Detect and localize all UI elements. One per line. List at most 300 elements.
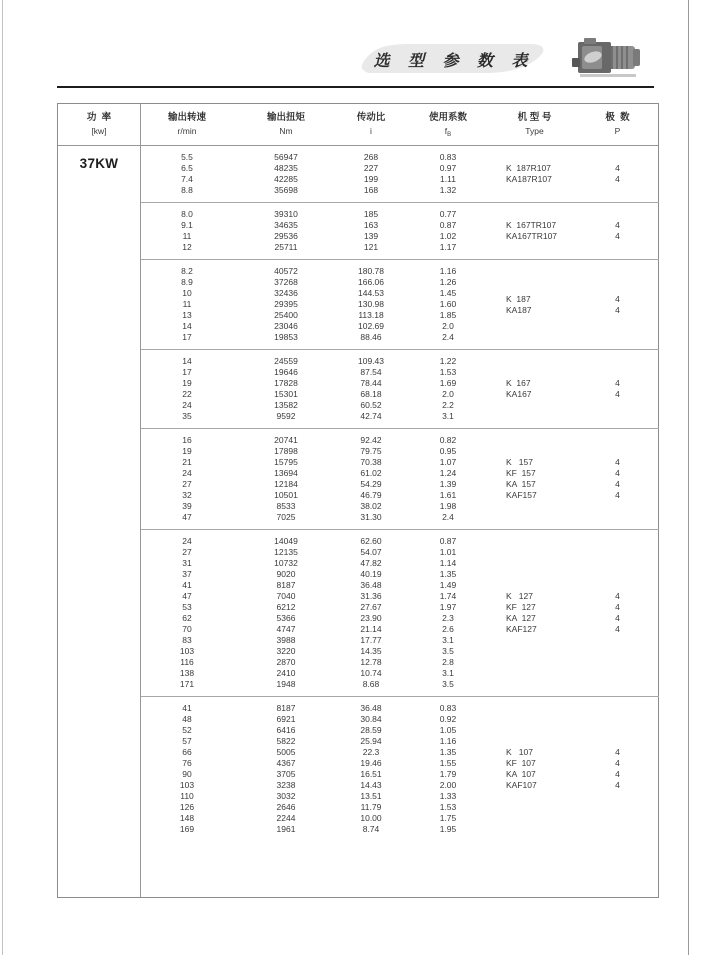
speed-cell: 17 (182, 332, 192, 342)
ratio-cell: 22.3 (362, 747, 380, 757)
torque-cell: 56947 (274, 152, 298, 162)
ratio-group-7 (141, 696, 659, 841)
model-row (493, 624, 659, 635)
ratio-cell: 31.36 (360, 591, 382, 601)
torque-cell: 17898 (274, 446, 298, 456)
speed-cell: 103 (179, 780, 195, 790)
speed-cell: 8.0 (181, 209, 193, 219)
ratio-cell: 144.53 (358, 288, 384, 298)
ratio-cell: 139 (363, 231, 379, 241)
torque-cell: 19853 (274, 332, 298, 342)
torque-cell: 15301 (274, 389, 298, 399)
speed-cell: 8.9 (181, 277, 193, 287)
speed-cell: 76 (182, 758, 192, 768)
torque-cell: 3705 (276, 769, 296, 779)
speed-cell: 24 (182, 400, 192, 410)
ratio-cell: 12.78 (360, 657, 382, 667)
ratio-cell: 47.82 (360, 558, 382, 568)
ratio-cell: 25.94 (360, 736, 382, 746)
column-header-poles: 极 数 P (605, 112, 630, 136)
speed-cell: 169 (179, 824, 195, 834)
factor-cell: 1.61 (439, 490, 457, 500)
factor-cell: 1.17 (439, 242, 457, 252)
model-type-value: KAF127 (506, 624, 537, 634)
poles-value: 4 (615, 231, 620, 241)
ratio-cell: 113.18 (358, 310, 384, 320)
ratio-cell: 163 (363, 220, 379, 230)
torque-cell: 37268 (274, 277, 298, 287)
factor-cell: 0.83 (439, 152, 457, 162)
factor-cell: 0.97 (439, 163, 457, 173)
speed-cell: 37 (182, 569, 192, 579)
model-row (493, 378, 659, 389)
factor-cell: 2.8 (442, 657, 454, 667)
ratio-group-3 (141, 259, 659, 349)
ratio-cell: 79.75 (360, 446, 382, 456)
poles-value: 4 (615, 602, 620, 612)
ratio-cell: 40.19 (360, 569, 382, 579)
speed-cell: 11 (182, 299, 192, 309)
speed-cell: 7.4 (181, 174, 193, 184)
model-type-value: K 167TR107 (506, 220, 557, 230)
torque-cell: 3238 (276, 780, 296, 790)
model-type-value: KAF107 (506, 780, 537, 790)
factor-cell: 3.1 (442, 668, 454, 678)
factor-cell: 3.5 (442, 679, 454, 689)
model-type-value: KA187 (506, 304, 532, 315)
model-row (493, 294, 659, 305)
ratio-cell: 17.77 (360, 635, 382, 645)
torque-cell: 35698 (274, 185, 298, 195)
torque-cell: 40572 (274, 266, 298, 276)
model-type-value: KA 107 (506, 769, 536, 779)
ratio-cell: 109.43 (358, 356, 384, 366)
torque-cell: 15795 (274, 457, 298, 467)
factor-cell: 0.82 (439, 435, 457, 445)
speed-cell: 31 (182, 558, 192, 568)
factor-cell: 0.87 (439, 220, 457, 230)
torque-cell: 32436 (274, 288, 298, 298)
poles-value: 4 (615, 780, 620, 790)
factor-cell: 2.00 (439, 780, 457, 790)
torque-cell: 39310 (274, 209, 298, 219)
speed-cell: 21 (182, 457, 192, 467)
factor-cell: 1.95 (439, 824, 457, 834)
poles-value: 4 (615, 591, 620, 601)
factor-cell: 2.4 (442, 332, 454, 342)
speed-cell: 126 (179, 802, 195, 812)
model-row (493, 747, 659, 758)
ratio-cell: 38.02 (360, 501, 382, 511)
ratio-cell: 31.30 (360, 512, 382, 522)
torque-cell: 25400 (274, 310, 298, 320)
ratio-cell: 180.78 (358, 266, 384, 276)
model-type-value: KF 107 (506, 758, 536, 768)
speed-cell: 53 (182, 602, 192, 612)
factor-cell: 1.32 (439, 185, 457, 195)
factor-subscript: B (447, 132, 452, 138)
factor-cell: 1.39 (439, 479, 457, 489)
factor-cell: 1.79 (439, 769, 457, 779)
ratio-group-6 (141, 529, 659, 696)
model-row (493, 163, 659, 174)
model-type-value: KAF157 (506, 490, 537, 500)
factor-cell: 1.75 (439, 813, 457, 823)
ratio-cell: 10.74 (360, 668, 382, 678)
factor-cell: 1.85 (439, 310, 457, 320)
model-block (493, 703, 659, 835)
speed-cell: 16 (182, 435, 192, 445)
poles-value: 4 (615, 457, 620, 467)
poles-value: 4 (615, 389, 620, 399)
torque-cell: 12135 (274, 547, 298, 557)
model-type-value: KA 127 (506, 613, 536, 623)
selection-parameter-table (57, 103, 659, 898)
torque-cell: 3988 (276, 635, 296, 645)
speed-cell: 14 (182, 321, 192, 331)
speed-cell: 70 (182, 624, 192, 634)
speed-cell: 66 (182, 747, 192, 757)
speed-cell: 148 (179, 813, 195, 823)
ratio-cell: 46.79 (360, 490, 382, 500)
ratio-cell: 78.44 (360, 378, 382, 388)
data-column-headers (141, 104, 659, 145)
column-header-type: 机 型 号 Type (517, 112, 552, 136)
torque-cell: 1961 (276, 824, 296, 834)
speed-cell: 6.5 (181, 163, 193, 173)
factor-cell: 2.0 (442, 389, 454, 399)
poles-value: 4 (615, 163, 620, 173)
model-row (493, 769, 659, 780)
torque-cell: 13582 (274, 400, 298, 410)
model-type-value: K 187R107 (506, 163, 551, 173)
ratio-cell: 121 (363, 242, 379, 252)
torque-cell: 7025 (276, 512, 296, 522)
ratio-cell: 11.79 (360, 802, 382, 812)
ratio-cell: 268 (363, 152, 379, 162)
speed-cell: 24 (182, 468, 192, 478)
factor-cell: 1.22 (439, 356, 457, 366)
speed-cell: 13 (182, 310, 192, 320)
ratio-cell: 62.60 (360, 536, 382, 546)
torque-cell: 6921 (276, 714, 296, 724)
poles-value: 4 (615, 479, 620, 489)
factor-cell: 1.97 (439, 602, 457, 612)
page-edge-left (2, 0, 3, 955)
torque-cell: 48235 (274, 163, 298, 173)
torque-cell: 9020 (276, 569, 296, 579)
speed-cell: 110 (180, 791, 194, 801)
model-row (493, 220, 659, 231)
torque-cell: 3220 (276, 646, 296, 656)
factor-cell: 1.24 (439, 468, 457, 478)
speed-cell: 10 (182, 288, 192, 298)
ratio-cell: 68.18 (360, 389, 382, 399)
ratio-cell: 166.06 (358, 277, 384, 287)
ratio-cell: 14.35 (360, 646, 382, 656)
torque-cell: 5822 (276, 736, 296, 746)
speed-cell: 27 (182, 479, 192, 489)
model-row (493, 758, 659, 769)
factor-cell: 0.83 (439, 703, 457, 713)
power-rating-value: 37KW (79, 156, 119, 171)
speed-cell: 83 (182, 635, 192, 645)
factor-cell: 0.77 (439, 209, 457, 219)
torque-cell: 2870 (276, 657, 296, 667)
poles-value: 4 (615, 747, 620, 757)
ratio-cell: 36.48 (360, 703, 382, 713)
page-edge-right (688, 0, 689, 955)
page-title: 选 型 参 数 表 (373, 53, 535, 70)
ratio-cell: 54.29 (360, 479, 382, 489)
torque-cell: 5005 (276, 747, 296, 757)
factor-cell: 1.53 (439, 367, 457, 377)
torque-cell: 42285 (274, 174, 298, 184)
speed-cell: 62 (182, 613, 192, 623)
speed-cell: 52 (182, 725, 192, 735)
model-row (493, 305, 659, 316)
model-block (493, 356, 659, 422)
ratio-cell: 10.00 (360, 813, 382, 823)
model-row (493, 231, 659, 242)
factor-cell: 1.98 (439, 501, 457, 511)
poles-value: 4 (615, 624, 620, 634)
torque-cell: 24559 (274, 356, 298, 366)
model-row (493, 490, 659, 501)
torque-cell: 5366 (276, 613, 296, 623)
factor-cell: 1.35 (439, 747, 457, 757)
model-row (493, 780, 659, 791)
torque-cell: 34635 (274, 220, 298, 230)
gearmotor-product-image (572, 34, 646, 84)
factor-cell: 1.14 (439, 558, 457, 568)
speed-cell: 19 (182, 446, 192, 456)
model-type-value: KF 127 (506, 602, 536, 612)
torque-cell: 10732 (274, 558, 298, 568)
model-row (493, 174, 659, 185)
speed-cell: 5.5 (181, 152, 193, 162)
speed-cell: 9.1 (181, 220, 193, 230)
column-header-ratio: 传动比 i (356, 112, 386, 136)
poles-value: 4 (615, 293, 620, 304)
factor-cell: 1.45 (439, 288, 457, 298)
speed-cell: 171 (179, 679, 195, 689)
factor-cell: 1.33 (439, 791, 457, 801)
model-type-value: KA167 (506, 389, 532, 399)
speed-cell: 11 (182, 231, 192, 241)
speed-cell: 41 (182, 703, 192, 713)
factor-cell: 1.60 (439, 299, 457, 309)
model-block (493, 536, 659, 690)
factor-cell: 1.49 (439, 580, 457, 590)
ratio-group-2 (141, 202, 659, 259)
ratio-cell: 168 (363, 185, 379, 195)
torque-cell: 29536 (274, 231, 298, 241)
factor-cell: 2.0 (442, 321, 454, 331)
ratio-cell: 227 (363, 163, 379, 173)
column-header-speed: 输出转速 r/min (167, 112, 206, 136)
table-header-row (58, 104, 658, 146)
factor-cell: 1.02 (439, 231, 457, 241)
factor-cell: 0.95 (439, 446, 457, 456)
model-row (493, 468, 659, 479)
speed-cell: 27 (182, 547, 192, 557)
table-body (58, 146, 658, 897)
ratio-cell: 42.74 (360, 411, 382, 421)
torque-cell: 8187 (276, 580, 296, 590)
poles-value: 4 (615, 769, 620, 779)
power-header-unit: [kw] (91, 126, 107, 136)
ratio-cell: 185 (363, 209, 379, 219)
column-header-power (58, 104, 141, 145)
torque-cell: 2244 (276, 813, 296, 823)
ratio-cell: 19.46 (360, 758, 382, 768)
model-block (493, 152, 659, 196)
torque-cell: 9592 (276, 411, 296, 421)
ratio-cell: 8.68 (362, 679, 380, 689)
factor-cell: 1.26 (439, 277, 457, 287)
ratio-cell: 102.69 (358, 321, 384, 331)
torque-cell: 10501 (274, 490, 298, 500)
factor-cell: 2.6 (442, 624, 454, 634)
speed-cell: 57 (182, 736, 192, 746)
speed-cell: 8.2 (181, 266, 193, 276)
ratio-cell: 8.74 (362, 824, 380, 834)
torque-cell: 6416 (276, 725, 296, 735)
ratio-cell: 16.51 (360, 769, 382, 779)
factor-cell: 1.35 (439, 569, 457, 579)
speed-cell: 116 (180, 657, 194, 667)
ratio-cell: 199 (363, 174, 379, 184)
torque-cell: 8533 (276, 501, 296, 511)
ratio-cell: 60.52 (360, 400, 382, 410)
torque-cell: 29395 (274, 299, 298, 309)
speed-cell: 8.8 (181, 185, 193, 195)
poles-value: 4 (615, 220, 620, 230)
ratio-cell: 70.38 (360, 457, 382, 467)
factor-cell: 1.69 (439, 378, 457, 388)
torque-cell: 14049 (274, 536, 298, 546)
speed-cell: 12 (182, 242, 192, 252)
model-row (493, 389, 659, 400)
poles-value: 4 (615, 378, 620, 388)
ratio-cell: 28.59 (360, 725, 382, 735)
torque-cell: 8187 (276, 703, 296, 713)
model-type-value: KA187R107 (506, 174, 552, 184)
factor-cell: 1.16 (439, 736, 457, 746)
model-row (493, 457, 659, 468)
factor-cell: 1.53 (439, 802, 457, 812)
torque-cell: 7040 (276, 591, 296, 601)
ratio-group-5 (141, 428, 659, 529)
torque-cell: 3032 (276, 791, 296, 801)
model-row (493, 591, 659, 602)
ratio-cell: 23.90 (360, 613, 382, 623)
speed-cell: 35 (182, 411, 192, 421)
torque-cell: 4367 (276, 758, 296, 768)
speed-cell: 39 (182, 501, 192, 511)
ratio-cell: 61.02 (360, 468, 382, 478)
section-banner (358, 42, 550, 76)
header-divider-rule (57, 86, 654, 88)
ratio-group-4 (141, 349, 659, 428)
factor-cell: 3.1 (442, 411, 454, 421)
ratio-cell: 87.54 (360, 367, 382, 377)
factor-cell: 3.1 (442, 635, 454, 645)
factor-cell: 2.4 (442, 512, 454, 522)
ratio-groups (141, 146, 659, 897)
speed-cell: 24 (182, 536, 192, 546)
model-type-value: KF 157 (506, 468, 536, 478)
speed-cell: 19 (182, 378, 192, 388)
ratio-cell: 92.42 (360, 435, 382, 445)
speed-cell: 48 (182, 714, 192, 724)
torque-cell: 20741 (274, 435, 298, 445)
speed-cell: 103 (179, 646, 195, 656)
factor-cell: 1.01 (439, 547, 457, 557)
torque-cell: 25711 (274, 242, 298, 252)
factor-cell: 1.11 (440, 174, 456, 184)
model-type-value: K 167 (506, 378, 531, 388)
factor-cell: 0.92 (439, 714, 457, 724)
model-row (493, 602, 659, 613)
model-type-value: K 127 (506, 591, 533, 601)
speed-cell: 138 (179, 668, 195, 678)
ratio-cell: 14.43 (360, 780, 382, 790)
model-block (493, 266, 659, 343)
ratio-group-1 (141, 146, 659, 202)
torque-cell: 12184 (274, 479, 298, 489)
factor-cell: 1.74 (439, 591, 457, 601)
column-header-service-factor: 使用系数 $f_B$ (428, 112, 467, 138)
factor-cell: 2.3 (442, 613, 454, 623)
ratio-cell: 21.14 (360, 624, 382, 634)
speed-cell: 32 (182, 490, 192, 500)
speed-cell: 47 (182, 512, 192, 522)
model-type-value: K 107 (506, 747, 533, 757)
model-type-value: K 187 (506, 293, 531, 304)
ratio-cell: 130.98 (358, 299, 384, 309)
ratio-cell: 54.07 (360, 547, 382, 557)
ratio-cell: 36.48 (360, 580, 382, 590)
poles-value: 4 (615, 758, 620, 768)
poles-value: 4 (615, 490, 620, 500)
speed-cell: 47 (182, 591, 192, 601)
speed-cell: 17 (182, 367, 192, 377)
speed-cell: 41 (182, 580, 192, 590)
torque-cell: 13694 (274, 468, 298, 478)
poles-value: 4 (615, 468, 620, 478)
factor-cell: 3.5 (442, 646, 454, 656)
model-row (493, 613, 659, 624)
poles-value: 4 (615, 304, 620, 315)
speed-cell: 22 (182, 389, 192, 399)
torque-cell: 23046 (274, 321, 298, 331)
torque-cell: 6212 (276, 602, 296, 612)
ratio-cell: 88.46 (360, 332, 382, 342)
ratio-cell: 30.84 (360, 714, 382, 724)
factor-cell: 1.55 (439, 758, 457, 768)
torque-cell: 17828 (274, 378, 298, 388)
poles-value: 4 (615, 174, 620, 184)
poles-value: 4 (615, 613, 620, 623)
power-header-name: 功 率 (86, 112, 112, 123)
ratio-cell: 27.67 (360, 602, 382, 612)
model-type-value: KA167TR107 (506, 231, 558, 241)
factor-cell: 1.07 (439, 457, 457, 467)
torque-cell: 1948 (276, 679, 296, 689)
model-row (493, 479, 659, 490)
